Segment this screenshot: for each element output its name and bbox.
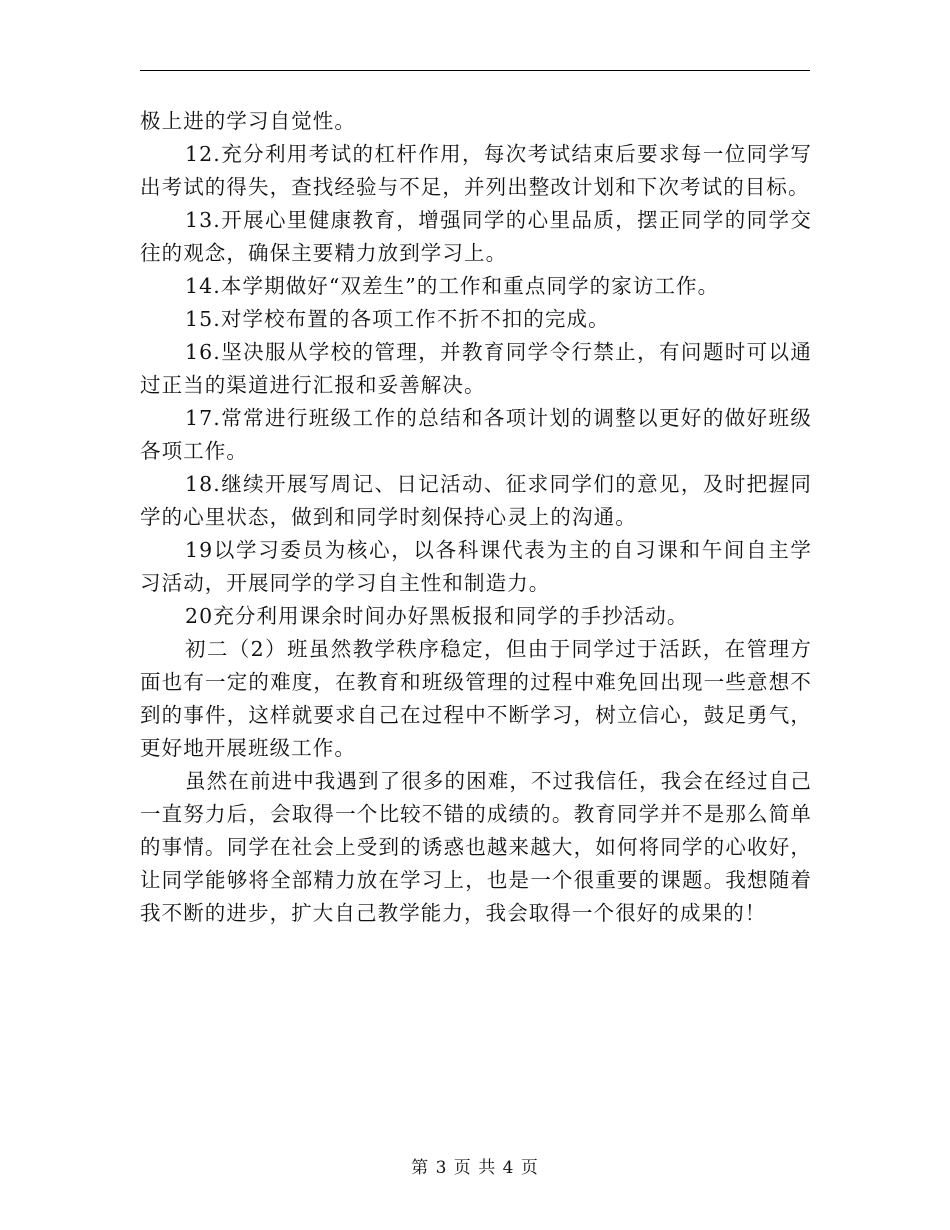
list-item-17: 17.常常进行班级工作的总结和各项计划的调整以更好的做好班级各项工作。 xyxy=(140,406,812,463)
list-item-18: 18.继续开展写周记、日记活动、征求同学们的意见，及时把握同学的心里状态，做到和同学时刻保持心灵上的沟通。 xyxy=(140,472,812,529)
list-item-14: 14.本学期做好“双差生”的工作和重点同学的家访工作。 xyxy=(185,274,720,298)
list-item-13: 13.开展心里健康教育，增强同学的心里品质，摆正同学的同学交往的观念，确保主要精力放到学习上。 xyxy=(140,208,812,265)
paragraph-conclusion: 虽然在前进中我遇到了很多的困难，不过我信任，我会在经过自己一直努力后，会取得一个比较不错的成绩的。教育同学并不是那么简单的事情。同学在社会上受到的诱惑也越来越大，如何将同学的心收好，让同学能够将全部精力放在学习上，也是一个很重要的课题。我想随着我不断的进步，扩大自己教学能力，我会取得一个很好的成果的！ xyxy=(140,769,812,925)
paragraph-class-summary: 初二（2）班虽然教学秩序稳定，但由于同学过于活跃，在管理方面也有一定的难度，在教育和班级管理的过程中难免回出现一些意想不到的事件，这样就要求自己在过程中不断学习，树立信心，鼓足勇气，更好地开展班级工作。 xyxy=(140,637,812,760)
list-item-20: 20充分利用课余时间办好黑板报和同学的手抄活动。 xyxy=(185,604,689,628)
document-body xyxy=(140,105,812,930)
header-rule xyxy=(140,70,810,71)
page-footer: 第 3 页 共 4 页 xyxy=(411,1158,539,1178)
paragraph-continuation: 极上进的学习自觉性。 xyxy=(140,109,356,133)
list-item-12: 12.充分利用考试的杠杆作用，每次考试结束后要求每一位同学写出考试的得失，查找经验与不足，并列出整改计划和下次考试的目标。 xyxy=(140,142,812,199)
list-item-19: 19以学习委员为核心，以各科课代表为主的自习课和午间自主学习活动，开展同学的学习自主性和制造力。 xyxy=(140,538,812,595)
list-item-15: 15.对学校布置的各项工作不折不扣的完成。 xyxy=(185,307,610,331)
list-item-16: 16.坚决服从学校的管理，并教育同学令行禁止，有问题时可以通过正当的渠道进行汇报和妥善解决。 xyxy=(140,340,812,397)
